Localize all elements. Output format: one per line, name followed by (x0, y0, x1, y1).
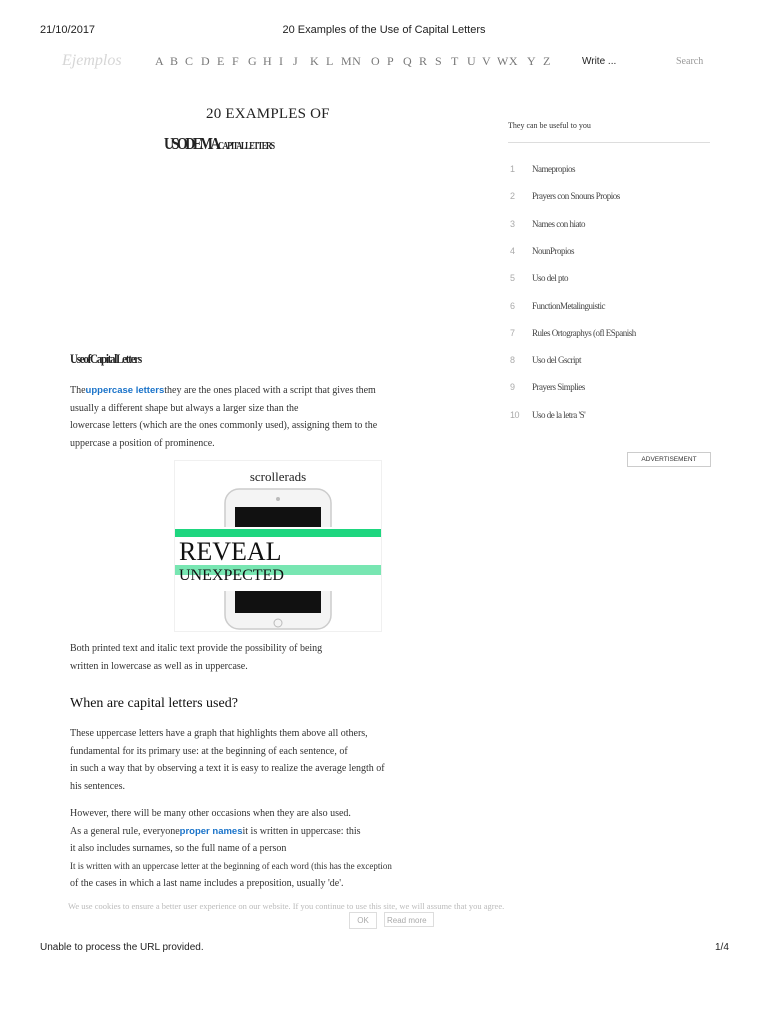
p4-after: it is written in uppercase: this (242, 825, 361, 837)
nav-letter[interactable]: WX (497, 54, 518, 68)
sidebar-item-label: Namepropios (532, 164, 575, 174)
sidebar-item[interactable] (510, 246, 574, 256)
p1-line3: lowercase letters (which are the ones commonly used), assigning them to the (70, 420, 378, 431)
p1-line4: uppercase a position of prominence. (70, 437, 215, 449)
section-heading: UseofCapitalLetters (70, 351, 141, 366)
nav-letter[interactable]: S (435, 54, 443, 68)
sidebar-item[interactable] (510, 219, 585, 229)
nav-letter[interactable]: O (371, 54, 381, 68)
sidebar-item-number: 9 (510, 382, 515, 393)
nav-letter[interactable]: A (155, 54, 165, 68)
sidebar-item-label: Uso del pto (532, 273, 568, 284)
advertisement-label: ADVERTISEMENT (627, 452, 711, 467)
sidebar-heading: They can be useful to you (508, 121, 591, 130)
write-link[interactable]: Write ... (582, 56, 617, 67)
p4-line1: However, there will be many other occasions when they are also used. (70, 808, 351, 819)
sidebar-item[interactable] (510, 164, 575, 174)
sidebar-item-number: 1 (510, 164, 515, 174)
p1-before: The (70, 385, 86, 396)
search-input[interactable]: Search (676, 56, 704, 67)
sidebar-item-label: Uso del Gscript (532, 355, 581, 366)
nav-letter[interactable]: C (185, 54, 194, 68)
sidebar-item-label: FunctionMetalinguistic (532, 300, 605, 311)
p2-line1: Both printed text and italic text provide the possibility of being (70, 643, 323, 654)
sidebar-item-number: 8 (510, 355, 515, 366)
sidebar-item-number: 5 (510, 273, 515, 284)
print-title: 20 Examples of the Use of Capital Letters (282, 24, 486, 36)
sidebar-item[interactable] (510, 273, 568, 283)
cookie-notice: We use cookies to ensure a better user experience on our website. If you continue to use this site, we will assume that you agree. (68, 901, 505, 911)
p4-line3: it also includes surnames, so the full name of a person (70, 843, 287, 854)
nav-letter[interactable]: V (482, 54, 492, 68)
nav-letter[interactable]: L (326, 54, 334, 68)
nav-letter[interactable]: K (310, 54, 320, 68)
ad-subline: UNEXPECTED (179, 567, 284, 584)
uppercase-letters-link[interactable]: uppercase letters (85, 385, 165, 396)
sidebar-divider (508, 142, 710, 143)
sidebar-item[interactable] (510, 382, 585, 392)
p4-line5: of the cases in which a last name includes a preposition, usually 'de'. (70, 878, 344, 889)
paragraph-3 (70, 725, 430, 795)
proper-names-link[interactable]: proper names (179, 825, 243, 837)
p4-line2 (70, 823, 450, 841)
site-logo[interactable]: Ejemplos (62, 52, 122, 69)
sidebar-item-label: Uso de la letra 'S' (532, 409, 586, 420)
sidebar-item-number: 10 (510, 409, 520, 420)
p3-line3: in such a way that by observing a text it is easy to realize the average length of (70, 763, 385, 774)
nav-letter[interactable]: F (232, 54, 240, 68)
ad-banner[interactable] (174, 460, 382, 632)
p1-line2: usually a different shape but always a larger size than the (70, 402, 299, 414)
sidebar-item[interactable] (510, 191, 620, 201)
p4-line4: It is written with an uppercase letter at the beginning of each word (this has the exception (70, 860, 392, 871)
p1-after: they are the ones placed with a script that gives them (164, 385, 376, 396)
ad-brand: scrollerads (249, 469, 307, 484)
sidebar-item-label: Prayers Simplies (532, 382, 585, 393)
nav-letter[interactable]: D (201, 54, 211, 68)
p3-line4: his sentences. (70, 780, 125, 792)
article-title-line2 (164, 134, 274, 154)
ad-headline: REVEAL (179, 537, 282, 566)
nav-letter[interactable]: G (248, 54, 258, 68)
print-footer-message: Unable to process the URL provided. (40, 942, 204, 953)
paragraph-2 (70, 640, 430, 675)
article-title-line1: 20 EXAMPLES OF (206, 106, 330, 122)
title-big: USODEMA (164, 134, 219, 153)
nav-letter[interactable]: I (279, 54, 284, 68)
nav-letter[interactable]: Q (403, 54, 413, 68)
cookie-ok-button[interactable]: OK (349, 912, 377, 929)
p1-line1 (70, 382, 430, 400)
sidebar-item-label: Names con hiato (532, 218, 585, 229)
print-page-number: 1/4 (715, 942, 729, 953)
sidebar-item[interactable] (510, 410, 585, 420)
p4-before: As a general rule, everyone (70, 825, 180, 837)
nav-letter[interactable]: T (451, 54, 459, 68)
nav-letter[interactable]: MN (341, 54, 362, 68)
sidebar-item[interactable] (510, 355, 581, 365)
cookie-read-more-button[interactable]: Read more (384, 912, 434, 927)
sidebar-item-number: 3 (510, 218, 515, 229)
p3-line1: These uppercase letters have a graph that highlights them above all others, (70, 728, 368, 739)
p2-line2: written in lowercase as well as in uppercase. (70, 660, 248, 672)
nav-letter[interactable]: J (293, 54, 299, 68)
nav-letter[interactable]: U (467, 54, 477, 68)
nav-letter[interactable]: H (263, 54, 273, 68)
title-small: CAPITALLETTERS (218, 141, 274, 152)
nav-letter[interactable]: P (387, 54, 395, 68)
nav-letter[interactable]: Y (527, 54, 537, 68)
p3-line2: fundamental for its primary use: at the beginning of each sentence, of (70, 745, 348, 757)
sidebar-item-label: Rules Ortographys (ofl ESpanish (532, 327, 636, 338)
sidebar-item[interactable] (510, 301, 605, 311)
sidebar-item-label: NounPropios (532, 245, 575, 256)
nav-letter[interactable]: B (170, 54, 179, 68)
when-heading: When are capital letters used? (70, 696, 238, 711)
sidebar-item-number: 7 (510, 327, 515, 338)
sidebar-item-number: 4 (510, 245, 515, 256)
paragraph-4 (70, 805, 450, 893)
sidebar-item[interactable] (510, 328, 636, 338)
nav-letter[interactable]: E (217, 54, 225, 68)
sidebar-item-label: Prayers con Snouns Propios (532, 191, 620, 202)
paragraph-1 (70, 382, 430, 452)
alphabet-nav (155, 54, 565, 70)
sidebar-item-number: 6 (510, 300, 515, 311)
print-date: 21/10/2017 (40, 24, 96, 36)
nav-letter[interactable]: R (419, 54, 428, 68)
nav-letter[interactable]: Z (543, 54, 551, 68)
sidebar-item-number: 2 (510, 191, 515, 202)
